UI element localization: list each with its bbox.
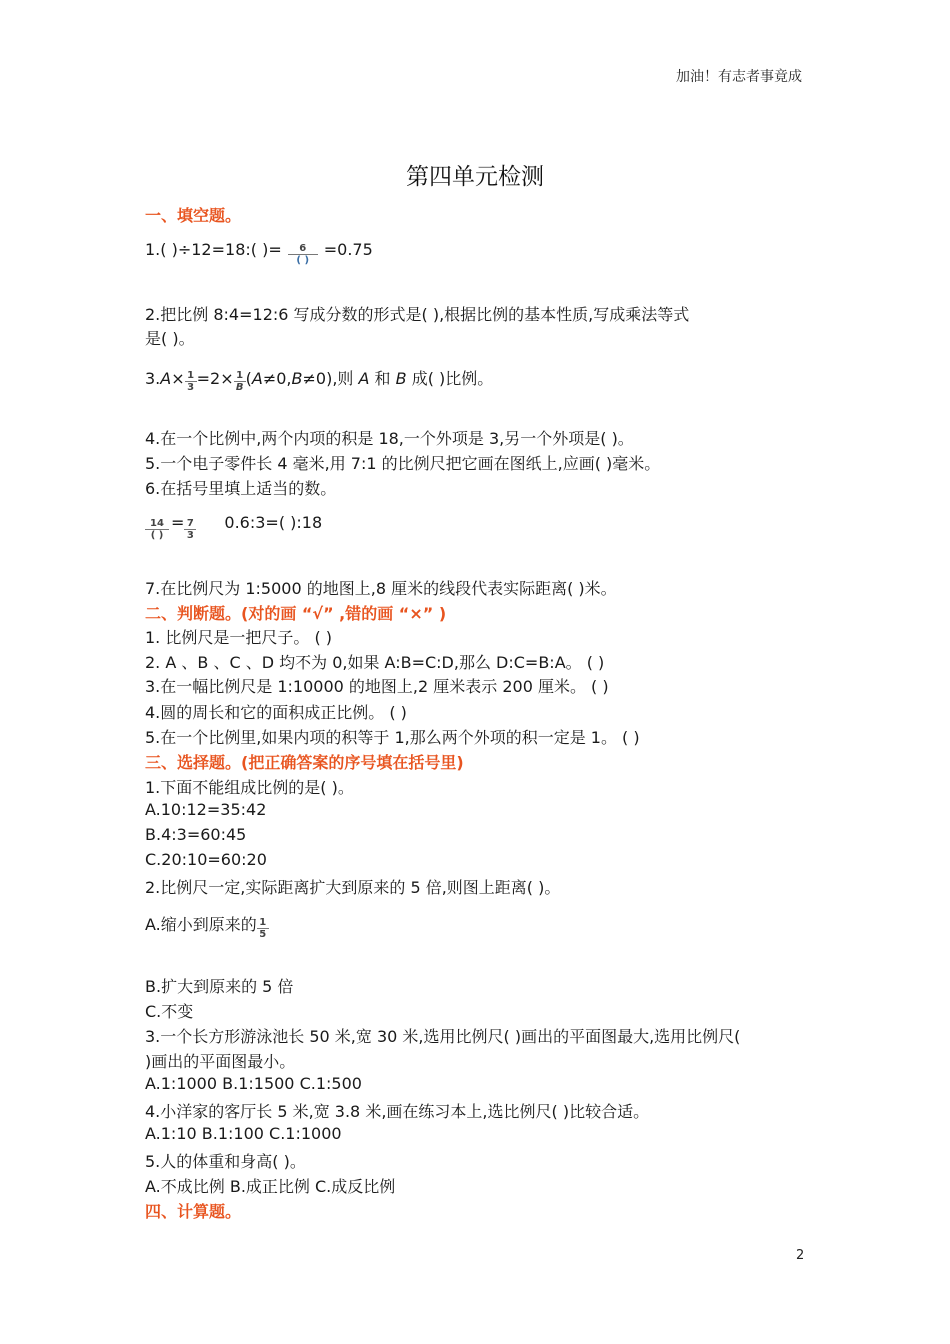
fill-q6-fraction-1 — [145, 513, 171, 541]
fill-q3-fraction-1 — [185, 366, 197, 393]
fill-q3-cond-b: ≠0, — [262, 369, 292, 388]
fill-q6-ratio: 0.6:3=( ):18 — [224, 513, 323, 532]
fill-q3-times: × — [171, 369, 185, 388]
fill-q7: 7.在比例尺为 1:5000 的地图上,8 厘米的线段代表实际距离( )米。 — [145, 579, 617, 598]
fill-q6-fraction-2 — [184, 513, 196, 541]
fill-q3-f2-num: 1 — [234, 370, 246, 382]
choice-q4: 4.小洋家的客厅长 5 米,宽 3.8 米,画在练习本上,选比例尺( )比较合适。 — [145, 1102, 650, 1121]
section-calc-heading: 四、计算题。 — [145, 1202, 242, 1221]
judge-q4: 4.圆的周长和它的面积成正比例。 ( ) — [145, 703, 407, 722]
fill-q3 — [145, 366, 494, 393]
fill-q3-cond-var-b: B — [291, 369, 303, 388]
fill-q6-f2-den: 3 — [186, 530, 194, 541]
judge-q2: 2. A 、B 、C 、D 均不为 0,如果 A:B=C:D,那么 D:C=B:A。 ( ) — [145, 653, 605, 672]
fill-q3-cond-c: ≠0),则 — [302, 369, 359, 388]
choice-q1-option-b: B.4:3=60:45 — [145, 825, 247, 844]
fill-q6-items — [145, 513, 323, 541]
choice-q2-option-a — [145, 912, 269, 940]
choice-q3-line1: 3.一个长方形游泳池长 50 米,宽 30 米,选用比例尺( )画出的平面图最大,选用比例尺( — [145, 1027, 741, 1046]
fill-q6: 6.在括号里填上适当的数。 — [145, 479, 337, 498]
fill-q3-cond-var-a: A — [251, 369, 263, 388]
fill-q6-equals: = — [171, 513, 185, 532]
choice-q1: 1.下面不能组成比例的是( )。 — [145, 778, 354, 797]
fill-q2-line1: 2.把比例 8:4=12:6 写成分数的形式是( ),根据比例的基本性质,写成乘法等式 — [145, 305, 690, 324]
choice-q2-frac-den: 5 — [259, 929, 267, 940]
section-choice-heading: 三、选择题。(把正确答案的序号填在括号里) — [145, 753, 464, 772]
judge-q3: 3.在一幅比例尺是 1:10000 的地图上,2 厘米表示 200 厘米。 ( ) — [145, 677, 609, 696]
choice-q5: 5.人的体重和身高( )。 — [145, 1152, 306, 1171]
fill-q6-f2-num: 7 — [184, 518, 196, 530]
choice-q1-option-c: C.20:10=60:20 — [145, 850, 267, 869]
judge-q1: 1. 比例尺是一把尺子。 ( ) — [145, 628, 333, 647]
fill-q1 — [145, 240, 373, 266]
choice-q3-options: A.1:1000 B.1:1500 C.1:500 — [145, 1074, 362, 1093]
fill-q1-text-a: 1.( )÷12=18:( )= — [145, 240, 282, 259]
choice-q2: 2.比例尺一定,实际距离扩大到原来的 5 倍,则图上距离( )。 — [145, 878, 561, 897]
fill-q3-var-a: A — [160, 369, 172, 388]
choice-q2-option-a-fraction — [257, 912, 269, 940]
fill-q3-tail: 成( )比例。 — [406, 369, 494, 388]
choice-q2-frac-num: 1 — [257, 917, 269, 929]
fill-q1-text-b: =0.75 — [323, 240, 373, 259]
choice-q2-option-c: C.不变 — [145, 1002, 194, 1021]
fill-q3-fraction-2 — [234, 366, 246, 393]
fill-q3-mid: =2× — [196, 369, 234, 388]
fill-q5: 5.一个电子零件长 4 毫米,用 7:1 的比例尺把它画在图纸上,应画( )毫米。 — [145, 454, 661, 473]
fill-q1-frac-den: ( ) — [296, 255, 310, 266]
choice-q5-options: A.不成比例 B.成正比例 C.成反比例 — [145, 1177, 396, 1196]
header-motto: 加油！有志者事竟成 — [676, 69, 802, 85]
fill-q1-fraction — [282, 240, 324, 266]
fill-q4: 4.在一个比例中,两个内项的积是 18,一个外项是 3,另一个外项是( )。 — [145, 429, 634, 448]
choice-q3-line2: )画出的平面图最小。 — [145, 1052, 296, 1071]
choice-q1-option-a: A.10:12=35:42 — [145, 800, 267, 819]
fill-q3-f2-den: B — [235, 382, 244, 393]
fill-q3-f1-den: 3 — [187, 382, 195, 393]
choice-q2-option-a-text: A.缩小到原来的 — [145, 915, 257, 934]
fill-q1-frac-num: 6 — [288, 243, 318, 255]
judge-q5: 5.在一个比例里,如果内项的积等于 1,那么两个外项的积一定是 1。 ( ) — [145, 728, 640, 747]
fill-q3-then-var-b: B — [395, 369, 407, 388]
section-judge-heading: 二、判断题。(对的画 “√” ,错的画 “×” ) — [145, 604, 447, 623]
fill-q3-cond-a: ( — [245, 369, 252, 388]
fill-q6-f1-den: ( ) — [150, 530, 164, 541]
fill-q3-and: 和 — [369, 369, 396, 388]
fill-q3-f1-num: 1 — [185, 370, 197, 382]
choice-q4-options: A.1:10 B.1:100 C.1:1000 — [145, 1124, 342, 1143]
page-number: 2 — [796, 1248, 805, 1263]
fill-q3-prefix: 3. — [145, 369, 161, 388]
section-fill-heading: 一、填空题。 — [145, 206, 242, 225]
fill-q3-then-var-a: A — [358, 369, 370, 388]
fill-q2-line2: 是( )。 — [145, 329, 195, 348]
fill-q6-f1-num: 14 — [145, 518, 169, 530]
page-title: 第四单元检测 — [406, 164, 544, 190]
choice-q2-option-b: B.扩大到原来的 5 倍 — [145, 977, 294, 996]
